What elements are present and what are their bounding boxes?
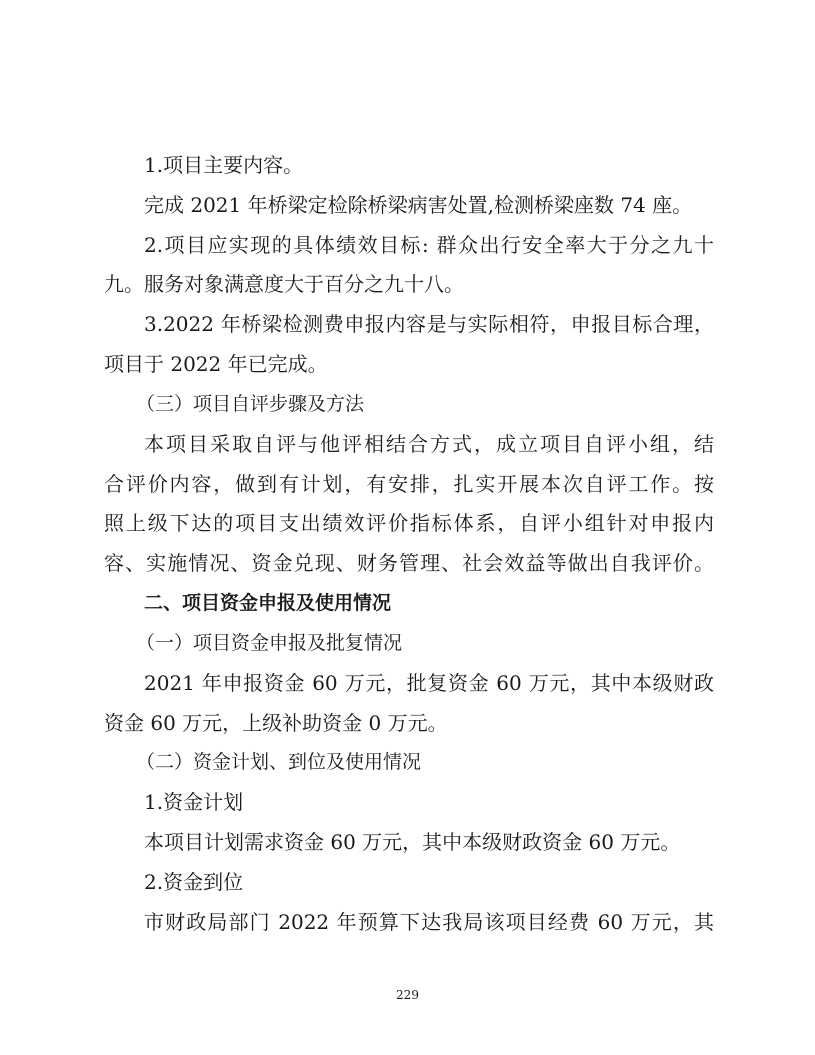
paragraph-line: 容、实施情况、资金兑现、财务管理、社会效益等做出自我评价。 xyxy=(104,551,714,575)
paragraph-line: 本项目计划需求资金 60 万元，其中本级财政资金 60 万元。 xyxy=(144,830,681,854)
paragraph-line: 2.资金到位 xyxy=(144,870,244,894)
paragraph-line: 合评价内容，做到有计划，有安排，扎实开展本次自评工作。按 xyxy=(104,472,714,496)
paragraph-line: 资金 60 万元，上级补助资金 0 万元。 xyxy=(104,711,448,735)
chapter-heading: 二、项目资金申报及使用情况 xyxy=(144,592,392,614)
paragraph-line: 市财政局部门 2022 年预算下达我局该项目经费 60 万元，其 xyxy=(144,910,714,934)
paragraph-line: 完成 2021 年桥梁定检除桥梁病害处置,检测桥梁座数 74 座。 xyxy=(144,193,693,217)
paragraph-line: 1.资金计划 xyxy=(144,790,244,814)
paragraph-line: 2.项目应实现的具体绩效目标: 群众出行安全率大于分之九十 xyxy=(144,233,714,257)
page-number: 229 xyxy=(396,988,419,1002)
paragraph-line: 照上级下达的项目支出绩效评价指标体系，自评小组针对申报内 xyxy=(104,511,714,535)
paragraph-line: 2021 年申报资金 60 万元，批复资金 60 万元，其中本级财政 xyxy=(144,671,714,695)
section-heading: （一）项目资金申报及批复情况 xyxy=(136,632,403,654)
section-heading: （二）资金计划、到位及使用情况 xyxy=(136,751,422,773)
paragraph-line: 项目于 2022 年已完成。 xyxy=(104,352,328,376)
paragraph-line: 九。服务对象满意度大于百分之九十八。 xyxy=(104,272,464,296)
section-heading: （三）项目自评步骤及方法 xyxy=(136,393,365,415)
paragraph-line: 3.2022 年桥梁检测费申报内容是与实际相符，申报目标合理， xyxy=(144,312,714,336)
paragraph-line: 1.项目主要内容。 xyxy=(144,153,304,177)
paragraph-line: 本项目采取自评与他评相结合方式，成立项目自评小组，结 xyxy=(144,432,714,456)
